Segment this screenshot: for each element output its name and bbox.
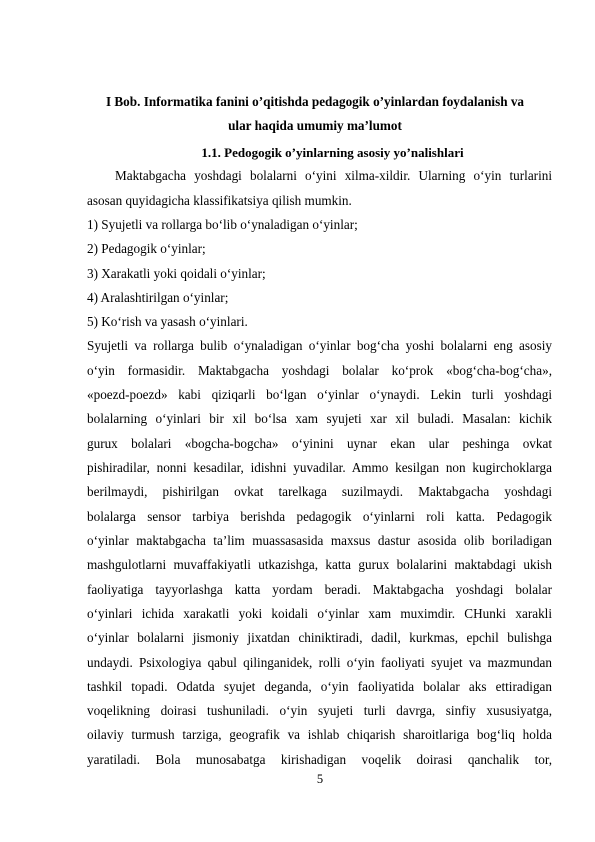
body-line: «poezd-poezd» kabi qiziqarli bo‘lgan o‘yinlar o‘ynaydi. Lekin turli yoshdagi [87, 387, 552, 402]
body-line: o‘yinlar maktabgacha ta’lim muassasasida maxsus dastur asosida olib boriladigan [87, 533, 552, 548]
body-line: o‘yin formasidir. Maktabgacha yoshdagi bolalar ko‘prok «bog‘cha-bog‘cha», [87, 363, 552, 378]
body-line: bolalarning o‘yinlari bir xil bo‘lsa xam syujeti xar xil buladi. Masalan: kichik [87, 411, 552, 426]
intro-line-2: asosan quyidagicha klassifikatsiya qilish mumkin. [87, 193, 352, 208]
body-line: tashkil topadi. Odatda syujet deganda, o‘yin faoliyatida bolalar aks ettiradigan [87, 679, 552, 694]
body-line: voqelikning doirasi tushuniladi. o‘yin syujeti turli davrga, sinfiy xususiyatga, [87, 703, 552, 718]
list-item-4: 4) Aralashtirilgan o‘yinlar; [87, 290, 229, 305]
chapter-title-line-1: I Bob. Informatika fanini o’qitishda pedagogik o’yinlardan foydalanish va [105, 94, 525, 109]
list-item-5: 5) Ko‘rish va yasash o‘yinlari. [87, 314, 248, 329]
body-line: o‘yinlar bolalarni jismoniy jixatdan chiniktiradi, dadil, kurkmas, epchil bulishga [87, 630, 552, 645]
section-title: 1.1. Pedogogik o’yinlarning asosiy yo’nalishlari [201, 145, 464, 160]
chapter-title-line-2: ular haqida umumiy ma’lumot [228, 118, 402, 133]
list-item-1: 1) Syujetli va rollarga bo‘lib o‘ynaladigan o‘yinlar; [87, 217, 358, 232]
body-line: bolalarga sensor tarbiya berishda pedagogik o‘yinlarni roli katta. Pedagogik [87, 509, 552, 524]
body-line: Syujetli va rollarga bulib o‘ynaladigan o‘yinlar bog‘cha yoshi bolalarni eng asosiy [87, 338, 552, 353]
body-line: berilmaydi, pishirilgan ovkat tarelkaga suzilmaydi. Maktabgacha yoshdagi [87, 484, 552, 499]
body-line: undaydi. Psixologiya qabul qilinganidek, rolli o‘yin faoliyati syujet va mazmundan [87, 655, 552, 670]
intro-line-1: Maktabgacha yoshdagi bolalarni o‘yini xilma-xildir. Ularning o‘yin turlarini [115, 168, 552, 183]
body-line: oilaviy turmush tarziga, geografik va ishlab chiqarish sharoitlariga bog‘liq holda [87, 727, 552, 742]
body-line: faoliyatiga tayyorlashga katta yordam beradi. Maktabgacha yoshdagi bolalar [87, 582, 552, 597]
body-line: o‘yinlari ichida xarakatli yoki koidali o‘yinlar xam muximdir. CHunki xarakli [87, 606, 552, 621]
body-line: mashgulotlarni muvaffakiyatli utkazishga, katta gurux bolalarini maktabdagi ukish [87, 557, 552, 572]
body-line: yaratiladi. Bola munosabatga kirishadigan voqelik doirasi qanchalik tor, [87, 752, 552, 767]
list-item-3: 3) Xarakatli yoki qoidali o‘yinlar; [87, 266, 266, 281]
list-item-2: 2) Pedagogik o‘yinlar; [87, 241, 206, 256]
body-line: pishiradilar, nonni kesadilar, idishni yuvadilar. Ammo kesilgan non kugirchoklarga [87, 460, 552, 475]
page-number: 5 [316, 772, 324, 786]
body-line: gurux bolalari «bogcha-bogcha» o‘yinini uynar ekan ular peshinga ovkat [87, 436, 552, 451]
